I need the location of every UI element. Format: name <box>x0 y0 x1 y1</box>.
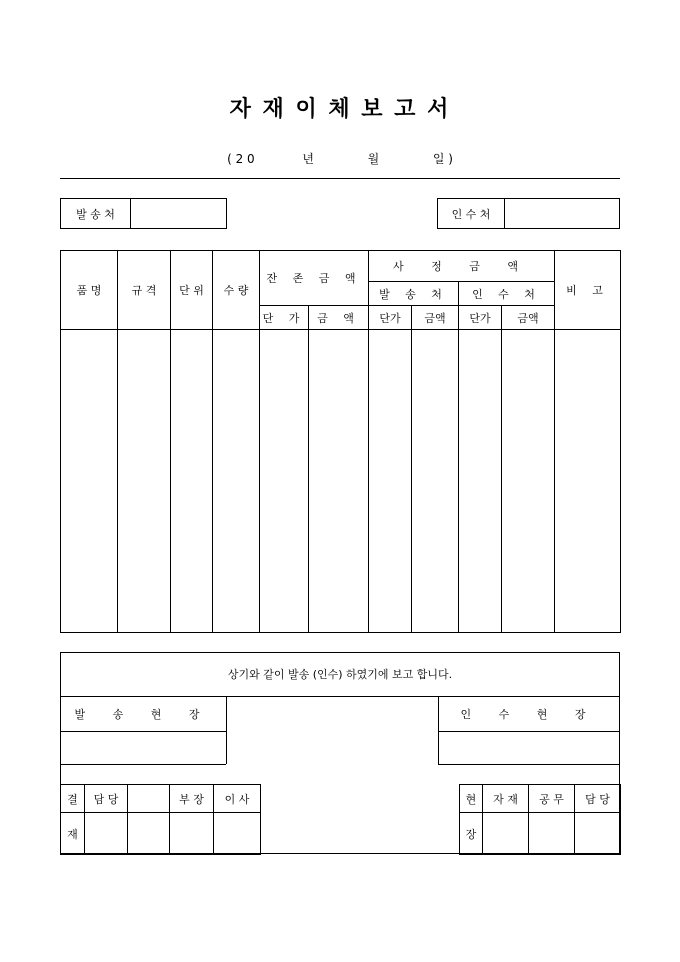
recv-site-bottom <box>438 764 620 765</box>
page-title: 자 재 이 체 보 고 서 <box>229 96 451 122</box>
approval-table <box>60 784 261 855</box>
cell-item[interactable] <box>61 330 118 633</box>
approval-manager-label: 부 장 <box>170 785 214 813</box>
items-table <box>60 250 621 633</box>
recv-site-field[interactable] <box>440 733 618 763</box>
sender-label: 발 송 처 <box>61 199 131 228</box>
site-charge-sign[interactable] <box>575 813 621 855</box>
table-row <box>61 330 621 633</box>
site-material-label: 자 재 <box>483 785 529 813</box>
site-approval-table <box>459 784 621 855</box>
site-material-sign[interactable] <box>483 813 529 855</box>
col-assess-sender-header: 발 송 처 <box>369 282 459 306</box>
receiver-field[interactable] <box>505 199 619 228</box>
col-sender-amount-header: 금액 <box>412 306 459 330</box>
cell-unit[interactable] <box>171 330 213 633</box>
cell-sender-amount[interactable] <box>412 330 459 633</box>
site-works-sign[interactable] <box>529 813 575 855</box>
site-hyeon-label: 현 <box>460 785 483 813</box>
col-sender-unit-price-header: 단가 <box>369 306 412 330</box>
col-unit-header: 단 위 <box>171 251 213 330</box>
col-note-header: 비 고 <box>555 251 621 330</box>
col-qty-header: 수 량 <box>213 251 260 330</box>
col-item-header: 품 명 <box>61 251 118 330</box>
recv-site-label: 인 수 현 장 <box>460 708 598 721</box>
sender-field[interactable] <box>131 199 226 228</box>
date-day-label: 일 ) <box>432 152 453 166</box>
site-jang-label: 장 <box>460 813 483 855</box>
cell-note[interactable] <box>555 330 621 633</box>
col-assess-amount-header: 사 정 금 액 <box>369 251 555 282</box>
date-line <box>0 150 680 167</box>
approval-charge-label: 담 당 <box>85 785 128 813</box>
recv-site-divider <box>438 731 620 732</box>
col-remain-amount-sub-header: 금 액 <box>309 306 369 330</box>
approval-jae-label: 재 <box>61 813 85 855</box>
approval-director-label: 이 사 <box>214 785 261 813</box>
cell-qty[interactable] <box>213 330 260 633</box>
send-site-divider <box>60 731 226 732</box>
date-year-label: 년 <box>302 152 314 166</box>
approval-director-sign[interactable] <box>214 813 261 855</box>
date-open: ( 2 0 <box>227 152 255 166</box>
approval-charge-sign[interactable] <box>85 813 128 855</box>
send-site-right-border <box>226 696 227 764</box>
col-spec-header: 규 격 <box>118 251 171 330</box>
col-receiver-amount-header: 금액 <box>502 306 555 330</box>
col-receiver-unit-price-header: 단가 <box>459 306 502 330</box>
recv-site-left-border <box>438 696 439 764</box>
date-month-label: 월 <box>367 152 380 166</box>
col-remain-unit-price-header: 단 가 <box>260 306 309 330</box>
send-site-bottom <box>60 764 226 765</box>
approval-gyeol-label: 결 <box>61 785 85 813</box>
cell-remain-unit-price[interactable] <box>260 330 309 633</box>
cell-receiver-unit-price[interactable] <box>459 330 502 633</box>
sender-box <box>60 198 227 229</box>
approval-blank-sign[interactable] <box>128 813 170 855</box>
col-remain-amount-header: 잔 존 금 액 <box>260 251 369 306</box>
send-site-field[interactable] <box>62 733 224 763</box>
cell-remain-amount[interactable] <box>309 330 369 633</box>
send-site-label: 발 송 현 장 <box>74 708 212 721</box>
approval-manager-sign[interactable] <box>170 813 214 855</box>
statement-divider <box>60 696 620 697</box>
receiver-box <box>437 198 620 229</box>
receiver-label: 인 수 처 <box>438 199 505 228</box>
title-divider <box>60 178 620 179</box>
cell-receiver-amount[interactable] <box>502 330 555 633</box>
cell-sender-unit-price[interactable] <box>369 330 412 633</box>
site-charge-label: 담 당 <box>575 785 621 813</box>
cell-spec[interactable] <box>118 330 171 633</box>
report-statement: 상기와 같이 발송 (인수) 하였기에 보고 합니다. <box>227 668 453 681</box>
site-works-label: 공 무 <box>529 785 575 813</box>
col-assess-receiver-header: 인 수 처 <box>459 282 555 306</box>
approval-blank-label <box>128 785 170 813</box>
